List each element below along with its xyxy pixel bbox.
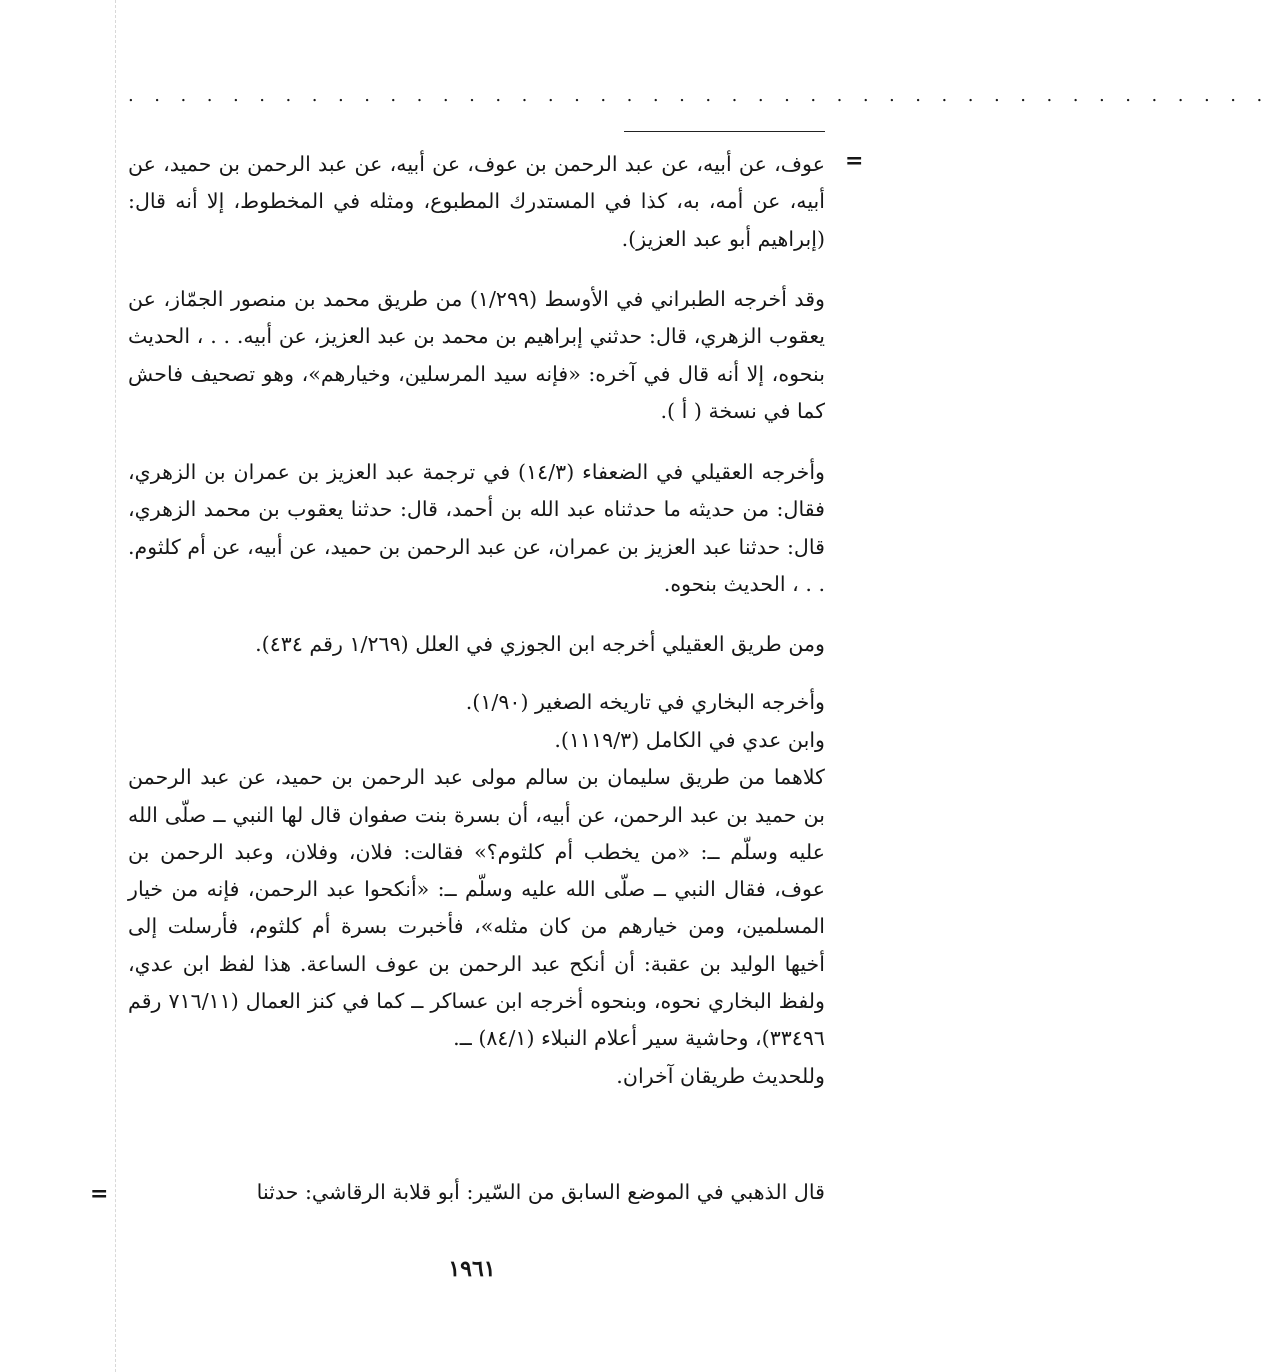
footnote-paragraph-4 (128, 626, 825, 663)
paragraph-text: وابن عدي في الكامل (١١١٩/٣). (554, 728, 825, 752)
binding-guide-line (115, 0, 116, 1372)
footnote-paragraph-2 (128, 281, 825, 430)
paragraph-text: وقد أخرجه الطبراني في الأوسط (١/٢٩٩) من طريق محمد بن منصور الجمّاز، عن يعقوب الزهري، قال: حدثني إبراهيم بن محمد بن عبد العزيز، عن أبيه. . . ، الحديث بنحوه، إلا أنه قال في آخره: «فإنه سيد المرسلين، وخيارهم»، وهو تصحيف فاحش كما في نسخة ( أ ). (128, 287, 826, 423)
footnote-separator-rule (624, 131, 825, 132)
header-dot-leader: . . . . . . . . . . . . . . . . . . . . . . . . . . . . . . . . . . . . . . . . . . . . (128, 85, 1270, 106)
page-number: ١٩٦١ (448, 1256, 496, 1282)
footnote-paragraph-last (128, 1174, 825, 1211)
paragraph-text: قال الذهبي في الموضع السابق من السّير: أبو قلابة الرقاشي: حدثنا (256, 1180, 825, 1204)
continuation-mark-top: = (845, 148, 864, 174)
footnote-paragraph-5 (128, 684, 825, 721)
paragraph-text: وأخرجه البخاري في تاريخه الصغير (١/٩٠). (465, 690, 825, 714)
paragraph-text: عوف، عن أبيه، عن عبد الرحمن بن عوف، عن أبيه، عن عبد الرحمن بن حميد، عن أبيه، عن أمه، به، كذا في المستدرك المطبوع، ومثله في المخطوط، إلا أنه قال: (إبراهيم أبو عبد العزيز). (128, 152, 825, 251)
footnote-paragraph-6 (128, 722, 825, 1095)
paragraph-text: ومن طريق العقيلي أخرجه ابن الجوزي في العلل (١/٢٦٩ رقم ٤٣٤). (255, 632, 825, 656)
paragraph-text: وللحديث طريقان آخران. (616, 1063, 825, 1088)
paragraph-text: وأخرجه العقيلي في الضعفاء (١٤/٣) في ترجمة عبد العزيز بن عمران بن الزهري، فقال: من حديثه ما حدثناه عبد الله بن أحمد، قال: حدثنا يعقوب بن محمد الزهري، قال: حدثنا عبد العزيز بن عمران، عن عبد الرحمن بن حميد، عن أبيه، عن أم كلثوم. . . ، الحديث بنحوه. (128, 460, 825, 596)
continuation-mark-bottom: = (90, 1181, 109, 1207)
paragraph-text: كلاهما من طريق سليمان بن سالم مولى عبد الرحمن بن حميد، عن عبد الرحمن بن حميد بن عبد الرحمن، عن أبيه، أن بسرة بنت صفوان قال لها النبي ــ صلّى الله عليه وسلّم ــ: «من يخطب أم كلثوم؟» فقالت: فلان، وفلان، وعبد الرحمن بن عوف، فقال النبي ــ صلّى الله عليه وسلّم ــ: «أنكحوا عبد الرحمن، فإنه من خيار المسلمين، ومن خيارهم من كان مثله»، فأخبرت بسرة أم كلثوم، فأرسلت إلى أخيها الوليد بن عقبة: أن أنكح عبد الرحمن بن عوف الساعة. هذا لفظ ابن عدي، ولفظ البخاري نحوه، وبنحوه أخرجه ابن عساكر ــ كما في كنز العمال (٧١٦/١١ رقم ٣٣٤٩٦)، وحاشية سير أعلام النبلاء (٨٤/١) ــ. (128, 765, 825, 1051)
footnote-paragraph-1 (128, 146, 825, 258)
footnote-paragraph-3 (128, 454, 825, 603)
